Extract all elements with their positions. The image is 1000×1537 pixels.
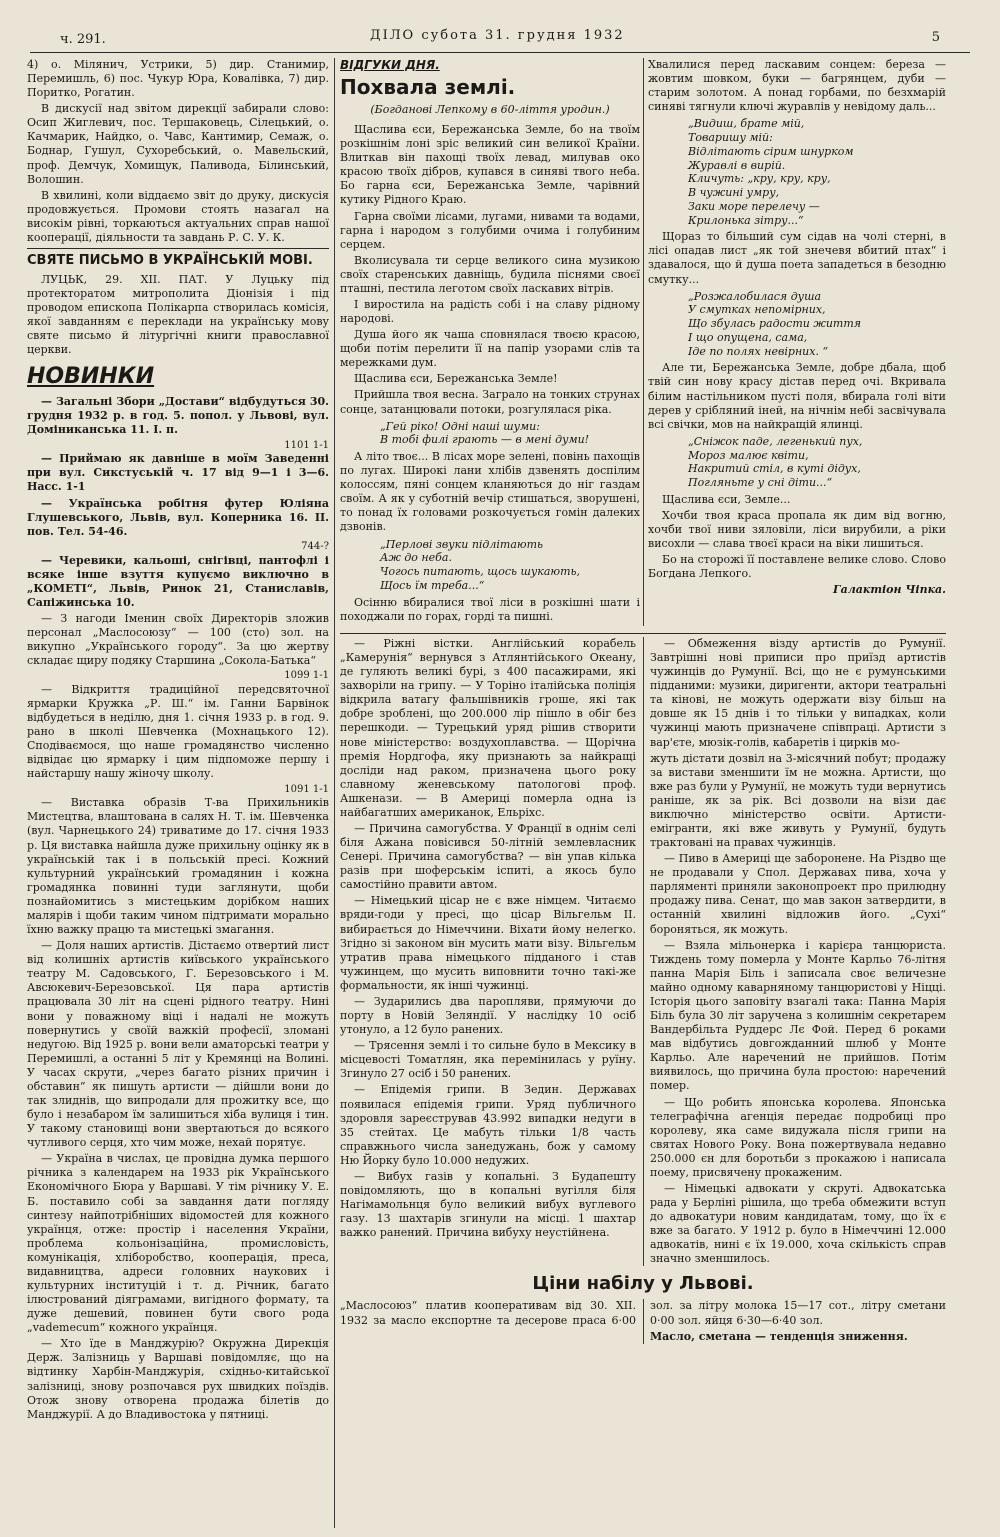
poem-line: Мороз малює квіти, [688, 448, 809, 462]
column-left [27, 58, 329, 1518]
poem-line: „Видиш, брате мій, [688, 117, 805, 131]
misc-news-block [340, 630, 946, 1520]
feature-paragraph: Хочби твоя краса пропала як дим від вогню, хочби твої ниви зяловіли, ліси вирубили, а ріки висохли — слава твоєї краси на віки лишиться. [648, 508, 946, 550]
ad-reference: 744-? [301, 540, 329, 552]
page-number-left: ч. 291. [60, 32, 106, 47]
lead-paragraph: В хвилині, коли віддаємо звіт до друку, дискусія продовжується. Промови стоять назагал на високім рівні, торкаються актуальних справ нашої кооперації, діяльности та завдань Р. С. У. К. [27, 188, 329, 244]
poem-line: „Гей ріко! Одні наші шуми: [380, 419, 540, 433]
column-rule [334, 58, 335, 1528]
misc-news-item: — Причина самогубства. У Франції в однім селі біля Ажана повісився 50-літній землевласник Сенері. Причина самогубства? — він упав кілька разів при шоферськім іспиті, а якось було самостійно правити автом. [340, 822, 636, 892]
poem-stanza [688, 290, 946, 359]
divider [340, 633, 946, 634]
misc-news-item: — Вибух газів у копальні. З Будапешту повідомляють, що в копальні вугілля біля Нагімамольнця було великий вибух вуглевого газу. 13 шахтарів згинули на місці. 1 шахтар важко ранений. Причина вибуху неустійнена. [340, 1169, 636, 1240]
feature-paragraph: Щораз то більший сум сідав на чолі стерні, в лісі опадав лист „як той знечевя вбитий птах“ і здавалося, що й душа поета западеться в безодню смутку... [648, 230, 946, 286]
feature-paragraph: Прийшла твоя весна. Заграло на тонких струнах сонце, затанцювали потоки, розгулялася ріка. [340, 388, 640, 416]
misc-news-columns [340, 637, 946, 1344]
news-list [27, 395, 329, 1422]
poem-line: Погляньте у сні діти...“ [688, 476, 833, 490]
misc-news-item: — Пиво в Америці ще заборонене. На Різдво ще не продавали у Спол. Державах пива, хоча у парляменті приняли законопроект про прилюдну продажу пива. Сенат, що мав закон затвердити, в останній хвилині відложив його. „Сухі“ бороняться, як можуть. [650, 852, 946, 936]
ad-reference: 1101 1-1 [284, 439, 329, 451]
poem-line: „Перлові звуки підлітають [380, 537, 544, 551]
misc-news-item: — Німецький цісар не є вже німцем. Читаємо вряди-годи у пресі, що цісар Вільгельм II. вибирається до Німеччини. Віхати йому нелегко. Згідно зі законом він мусить мати візу. Вільгельм утратив права німецького підданого і став чужинцем, що мусить виповнити точно такі-же формальности, як інші чужинці. [340, 894, 636, 992]
prices-text: „Маслосоюз“ платив кооперативам від 30. XII. 1932 за масло експортне та десерове праса 6·00 зол. за літру молока 15—17 сот., літру сметани 0·00 зол. яйця 6·30—6·40 зол. [340, 1299, 946, 1327]
feature-paragraph: Хвалилися перед ласкавим сонцем: береза — жовтим шовком, буки — багрянцем, дуби — старим золотом. А понад горбами, по безхмарій синяві тягнули ключі журавлів у невідому даль... [648, 58, 946, 114]
prices-footer: Масло, сметана — тенденція зниження. [650, 1329, 908, 1343]
misc-news-item: — Що робить японська королева. Японська телеграфічна агенція передає подробиці про королеву, яка саме видужала після грипи на святах Нового Року. Вона пожертвувала недавно 250.000 єн для боротьби з прокажою і написала поему, присвячену прокаженим. [650, 1095, 946, 1179]
ad-reference: 1099 1-1 [284, 670, 329, 682]
poem-line: Чогось питають, щось шукають, [380, 565, 581, 579]
poem-line: І що опущена, сама, [688, 330, 808, 344]
feature-paragraph: Щаслива єси, Бережанська Земле! [354, 372, 558, 386]
misc-news-item: — Німецькі адвокати у скруті. Адвокатська рада у Берліні рішила, що треба обмежити вступ до адвокатури новим кандидатам, тому, що їх є вже за багато. У 1912 р. було в Німеччині 12.000 адвокатів, нині є їх 19.000, хоча скількість справ значно зменшилось. [650, 1181, 946, 1266]
poem-line: Що збулась радости життя [688, 317, 862, 331]
feature-paragraph: І виростила на радість собі і на славу рідному народові. [340, 297, 640, 326]
page-header [30, 26, 970, 53]
news-item: — Черевики, кальоші, снігівці, пантофлі і всяке інше взуття купуємо виключно в „КОМЕТІ“, Львів, Ринок 21, Станиславів, Сапіжинська 10. [27, 553, 329, 609]
bible-heading: СВЯТЕ ПИСЬМО В УКРАЇНСЬКІЙ МОВІ. [27, 253, 313, 269]
news-item: — Приймаю як давніше в моїм Заведенні при вул. Сикстуській ч. 17 від 9—1 і 3—6. Насс. 1-1 [27, 452, 329, 494]
poem-stanza [688, 435, 946, 490]
feature-kicker: ВІДГУКИ ДНЯ. [340, 58, 440, 72]
poem-line: Щось їм треба...“ [380, 578, 485, 592]
misc-news-item: — Ріжні вістки. Англійський корабель „Камерунія“ вернувся з Атлянтійського Океану, де гуляють великі бурі, з 400 пасажирами, які захворіли на грипу. — У Торіно італійська поліція відкрила ватагу фальшівників гроше, які так добре зроблені, що 200.000 лір пішло в обіг без перешкоди. — Турецький уряд рішив створити нове міністерство: воздухоплавства. — Щорічна премія Нордгофа, яку признають за найкращі досліди над раком, призначена цього року славному женевському патологові проф. Ашкенази. — В Америці померла одна із найбагатших американок, Ельріхс. [340, 637, 636, 819]
misc-news-item: — Епідемія грипи. В Зедин. Державах появилася епідемія грипи. Уряд публичного здоровля зареєстрував 43.992 випадки недуги в 35 стейтах. Це мабуть тільки 1/8 часть справжнього числа занедужань, бож у самому Ню Йорку було 10.000 недужих. [340, 1083, 636, 1167]
feature-paragraph: Душа його як чаша сповнялася твоєю красою, щоби потім перелити її на папір узорами слів та мережками дум. [340, 328, 640, 370]
ad-reference: 1091 1-1 [284, 783, 329, 795]
poem-stanza [380, 538, 640, 593]
poem-line: Крилонька зітру...“ [688, 213, 804, 227]
misc-news-item: — Взяла мільонерка і карієра танцюриста. Тиждень тому померла у Монте Карльо 76-літня панна Марія Біль і записала своє величезне майно одному каварняному танцюристові у Ніцці. Історія цього заповіту взагалі така: Панна Марія Біль була 30 літ заручена з колишнім секретарем Вандербільта Руддерс Лє Фой. Перед 6 роками мав відбутись довгожданний шлюб у Монте Карльо. Але наречений не прийшов. Потім виявилось, що причина була простою: наречений помер. [650, 938, 946, 1093]
bible-paragraph: ЛУЦЬК, 29. XII. ПАТ. У Луцьку під протекторатом митрополита Діонізія і під проводом епископа Полікарпа створилась комісія, якої завданням є переклади на українську мову святе письмо й літургічні книги православної церкви. [27, 272, 329, 357]
feature-column-b [648, 58, 946, 626]
poem-line: Кличуть: „кру, кру, кру, [688, 172, 831, 186]
news-item: — Відкриття традиційної передсвяточної ярмарки Кружка „Р. Ш.“ ім. Ганни Барвінок відбудеться в неділю, дня 1. січня 1933 р. в год. 9. рано в школі Шевченка (Мохнацького 12). Сподіваємося, що наше громадянство численно відвідає цю ярмарку і цим підпоможе першу і найстаршу нашу жіночу школу. [27, 682, 329, 781]
feature-signature: Галактіон Чіпка. [833, 583, 946, 597]
feature-paragraph: Бо на сторожі її поставлене велике слово. Слово Богдана Лепкого. [648, 553, 946, 581]
prices-heading: Ціни набілу у Львові. [532, 1273, 754, 1295]
misc-news-item: жуть дістати дозвіл на 3-місячний побут; продажу за вистави зменшити їм не можна. Артисти, що вже раз були у Румунії, не можуть туди вернутись раніше, як за рік. Всі дозволи на візи дає виключно міністерство освіти. Артисти-емігранти, які вже живуть у Румунії, будуть трактовані на правах чужинців. [650, 751, 946, 850]
poem-stanza [380, 420, 640, 448]
news-item: — З нагоди Іменин своїх Директорів зложив персонал „Маслосоюзу“ — 100 (сто) зол. на викупно „Українського городу“. За цю жертву складає щиру подяку Старшина „Сокола-Батька“ [27, 611, 329, 668]
news-item: — Виставка образів Т-ва Прихильників Мистецтва, влаштована в салях Н. Т. ім. Шевченка (вул. Чарнецького 24) триватиме до 17. січня 1933 р. Ця виставка найшла дуже прихильну оцінку як в українській так і в польській пресі. Кожний культурний український громадянин і кожна громадянка повинні туди заглянути, щоби познайомитись з мистецьким дорібком наших малярів і щоби таким чином підтримати морально їхню важку працю та мистецькі змагання. [27, 796, 329, 937]
poem-line: Аж до неба. [380, 551, 452, 565]
misc-news-item: — Зударились два паропляви, прямуючи до порту в Новій Зеляндії. У наслідку 10 осіб утонуло, а 12 було ранених. [340, 994, 636, 1037]
poem-line: „Сніжок паде, легенький пух, [688, 434, 863, 448]
news-item: — Українська робітня футер Юліяна Глушевського, Львів, вул. Коперника 16. II. пов. Тел. 54-46. [27, 496, 329, 538]
poem-line: Накритий стіл, в куті дідух, [688, 462, 861, 476]
lead-paragraph: В дискусії над звітом дирекції забирали слово: Осип Жиглевич, пос. Тершаковець, Сілецький, о. Качмарик, Найдко, о. Чавс, Кантимир, Семаж, о. Боднар, Гушул, Сухоребський, о. Мавельский, проф. Демчук, Хомищук, Паливода, Білинський, Волошин. [27, 102, 329, 186]
poem-line: Іде по полях невірних. “ [688, 344, 829, 358]
news-item: — Доля наших артистів. Дістаємо отвертий лист від колишніх артистів київського українського театру М. Садовського, Г. Березовського і М. Авсюкевич-Березовської. Ця пара артистів працювала 30 літ на сцені рідного театру. Нині вони у поважному віці і надалі не можуть повернутись у своїй важкій професії, зломані недугою. Від 1925 р. вони вели аматорські театри у Перемишлі, а останні 5 літ у Кремянці на Волині. У часах скрути, „через багато різних причин і обставин“ як пишуть артисти — дійшли вони до так злиднів, що випродали для прожитку все, що було і незабаром їм залишиться хіба вулиця і тин. У такому становищі вони звертаються до всякого чутливого серця, хто чим може, нехай порятує. [27, 939, 329, 1150]
poem-line: Товаришу мій: [688, 131, 773, 145]
feature-paragraph: Осінню вбиралися твої ліси в розкішні шати і походжали по горах, горді та пишні. [340, 595, 640, 623]
feature-paragraph: Вколисувала ти серце великого сина музикою своїх старенських давніщь, будила піснями своєї пташні, пестила леготом своїх ласкавих вітрів. [340, 253, 640, 295]
poem-line: Журавлі в вирій. [688, 158, 786, 172]
feature-column-a [340, 58, 640, 626]
lead-paragraph: 4) о. Мілянич, Устрики, 5) дир. Станимир, Перемишль, 6) пос. Чукур Юра, Ковалівка, 7) дир. Поритко, Рогатин. [27, 58, 329, 100]
divider [27, 248, 329, 249]
feature-paragraph: Але ти, Бережанська Земле, добре дбала, щоб твій син нову красу дістав перед очі. Вкривала білим настільником пусті поля, вбирала голі віти дерев у срібляний іней, на нічнім небі засвічувала всі свічки, мов на найкращій ялинці. [648, 361, 946, 431]
feature-subtitle: (Богданові Лепкому в 60-ліття уродин.) [370, 102, 610, 116]
feature-paragraph: Щаслива єси, Бережанська Земле, бо на твоїм розкішнім лоні зріс великий син великої Країни. Влиткав він пахощі твоїх левад, милував око красою твоїх дібров, купався в синяві твого неба. Бо гарна єси, Бережанська Земле, чарівний кутику Рідного Краю. [340, 123, 640, 207]
news-heading: НОВИНКИ [27, 364, 155, 390]
masthead-date: ДІЛО субота 31. грудня 1932 [370, 28, 625, 43]
news-item: — Україна в числах, це провідна думка першого річника з календарем на 1933 рік Українського Економічного Бюра у Варшаві. У тім річнику У. Е. Б. поставило собі за завдання дати погляду синтезу найпотрібніших відомостей для кожного українця, отже: простір і населення України, проблема кольонізаційна, промисловість, комунікація, хліборобство, кооперація, преса, видавництва, адреси головних наукових і культурних інституцій і т. д. Річник, багато ілюстрований діяграмами, вигідного формату, та дуже дешевий, повинен бути свого рода „vademecum“ кожного українця. [27, 1152, 329, 1335]
poem-line: Відлітають сірим шнурком [688, 144, 854, 158]
misc-news-item: — Обмеження візду артистів до Румунії. Завтрішні нові приписи про приїзд артистів чужинців до Румунії. Всі, що не є румунськими підданими: музики, диригенти, актори театральні та кінові, не можуть одержати візу більш на довше як 15 днів і то тільки у випадках, коли чужинці мають призначене співпраці. Артисти з вар'єте, мюзік-голів, кабаретів і цирків мо- [650, 637, 946, 749]
feature-paragraph: Гарна своїми лісами, лугами, нивами та водами, гарна і народом з голубими очима і голубиним серцем. [340, 209, 640, 251]
poem-line: Заки море перелечу — [688, 199, 820, 213]
feature-title: Похвала землі. [340, 75, 516, 100]
feature-paragraph: Щаслива єси, Земле... [662, 492, 791, 506]
poem-line: В чужині умру, [688, 186, 780, 200]
news-item: — Хто їде в Манджурію? Окружна Дирекція Держ. Залізниць у Варшаві повідомляє, що на відтинку Харбін-Манджурія, східньо-китайської залізниці, знову розпочався рух швидких поїздів. Отож знову отворена продажа білетів до Манджурії. А до Владивостока у пятниці. [27, 1337, 329, 1421]
feature-paragraph: А літо твоє... В лісах море зелені, повінь пахощів по лугах. Широкі лани хлібів дзвенять доспілим колоссям, пяні сонцем кланяються до ніг газдам своїм. А як у суботній вечір стишаться, зворушені, то понад їх головами розкочується гомін далеких дзвонів. [340, 450, 640, 534]
news-item: — Загальні Збори „Достави“ відбудуться 30. грудня 1932 р. в год. 5. попол. у Львові, вул. Доміниканська 11. І. п. [27, 395, 329, 437]
misc-news-item: — Трясення землі і то сильне було в Мексику в місцевості Томатлян, яка перемінилась у руїну. Згинуло 27 осіб і 50 ранених. [340, 1039, 636, 1081]
poem-line: В тобі филі грають — в мені думи! [380, 433, 590, 447]
poem-stanza [688, 117, 946, 227]
poem-line: „Розжалобилася душа [688, 289, 822, 303]
column-rule [643, 58, 644, 626]
page-number-right: 5 [931, 30, 940, 45]
poem-line: У смутках непомірних, [688, 303, 826, 317]
